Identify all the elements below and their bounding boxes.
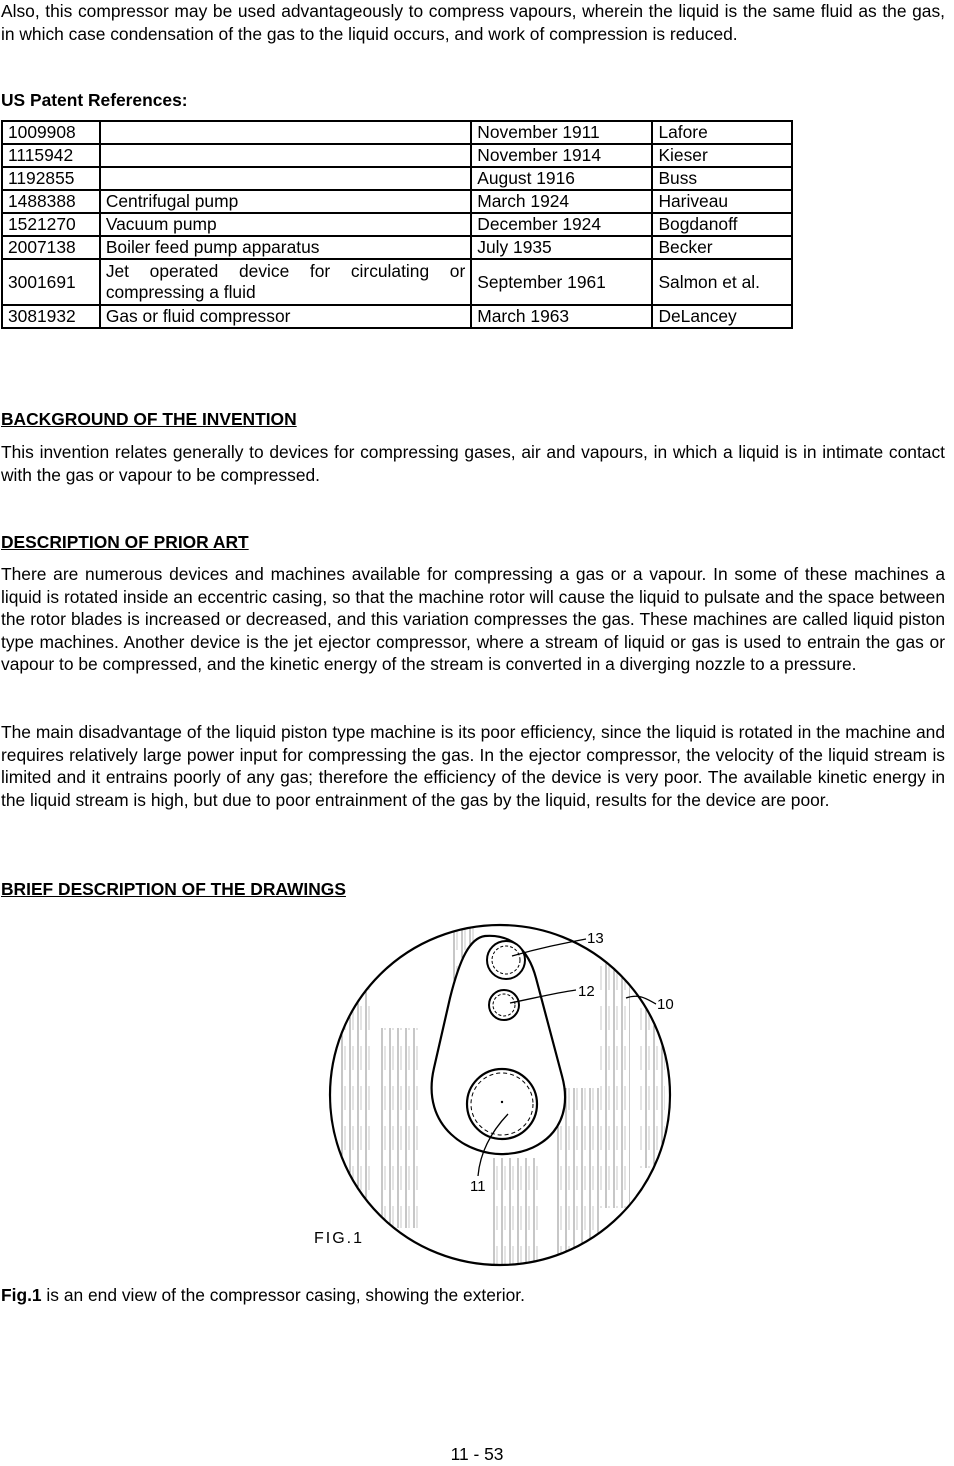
port-13 — [487, 941, 525, 979]
patent-title: Vacuum pump — [100, 213, 471, 236]
figure-caption-bold: Fig.1 — [1, 1285, 42, 1305]
background-paragraph: This invention relates generally to devices for compressing gases, air and vapours, in which a liquid is in intimate contact with the gas or vapour to be compressed. — [1, 442, 945, 485]
patent-inventor: Becker — [652, 236, 792, 259]
table-row — [2, 236, 792, 259]
table-row — [2, 259, 792, 305]
table-row — [2, 305, 792, 328]
patent-inventor: Kieser — [652, 144, 792, 167]
patent-number: 1521270 — [2, 213, 100, 236]
patent-number: 1009908 — [2, 121, 100, 144]
patent-number: 3001691 — [2, 259, 100, 305]
patent-title — [100, 144, 471, 167]
references-heading: US Patent References: — [1, 90, 188, 110]
patent-date: March 1924 — [471, 190, 652, 213]
table-row — [2, 167, 792, 190]
patent-number: 1192855 — [2, 167, 100, 190]
figure-caption-text: is an end view of the compressor casing, showing the exterior. — [41, 1285, 525, 1305]
figure-label: FIG.1 — [314, 1230, 365, 1247]
callout-11: 11 — [470, 1178, 486, 1195]
patent-inventor: Bogdanoff — [652, 213, 792, 236]
patent-date: November 1914 — [471, 144, 652, 167]
figure-1-drawing — [300, 918, 700, 1268]
patent-inventor: Hariveau — [652, 190, 792, 213]
prior-art-heading: DESCRIPTION OF PRIOR ART — [1, 532, 249, 552]
patent-title: Gas or fluid compressor — [100, 305, 471, 328]
patent-title — [100, 121, 471, 144]
patent-number: 1115942 — [2, 144, 100, 167]
callout-13: 13 — [587, 930, 604, 947]
page-number: 11 - 53 — [450, 1444, 504, 1464]
patent-date: March 1963 — [471, 305, 652, 328]
patent-inventor: Lafore — [652, 121, 792, 144]
patent-date: December 1924 — [471, 213, 652, 236]
callout-12: 12 — [578, 983, 595, 1000]
patent-inventor: Buss — [652, 167, 792, 190]
patent-title: Centrifugal pump — [100, 190, 471, 213]
patent-date: August 1916 — [471, 167, 652, 190]
patent-title — [100, 167, 471, 190]
table-row — [2, 121, 792, 144]
callout-10: 10 — [657, 996, 674, 1013]
port-12 — [489, 990, 519, 1020]
patent-number: 1488388 — [2, 190, 100, 213]
patent-references-table — [1, 120, 793, 329]
table-row — [2, 190, 792, 213]
table-row — [2, 144, 792, 167]
prior-art-paragraph-2: The main disadvantage of the liquid piston type machine is its poor efficiency, since the liquid is rotated in the machine and requires relatively large power input for compressing the gas. In the ejector compressor, the velocity of the liquid stream is limited and it entrains poorly of any gas; therefore the efficiency of the device is very poor. The available kinetic energy in the liquid stream is high, but due to poor entrainment of the gas by the liquid, results for the device are poor. — [1, 722, 945, 810]
patent-number: 3081932 — [2, 305, 100, 328]
patent-date: November 1911 — [471, 121, 652, 144]
drawings-heading: BRIEF DESCRIPTION OF THE DRAWINGS — [1, 879, 346, 899]
table-row — [2, 213, 792, 236]
hub-11 — [467, 1069, 537, 1139]
background-heading: BACKGROUND OF THE INVENTION — [1, 409, 297, 429]
prior-art-paragraph-1: There are numerous devices and machines available for compressing a gas or a vapour. In some of these machines a liquid is rotated inside an eccentric casing, so that the machine rotor will cause the liquid to pulsate and the space between the rotor blades is increased or decreased, and this variation compresses the gas. These machines are called liquid piston type machines. Another device is the jet ejector compressor, where a stream of liquid or gas is used to entrain the gas or vapour to be compressed, and the kinetic energy of the stream is converted in a diverging nozzle to a pressure. — [1, 564, 945, 674]
patent-number: 2007138 — [2, 236, 100, 259]
patent-inventor: Salmon et al. — [652, 259, 792, 305]
patent-title: Jet operated device for circulating or compressing a fluid — [100, 259, 471, 305]
patent-date: September 1961 — [471, 259, 652, 305]
patent-inventor: DeLancey — [652, 305, 792, 328]
patent-date: July 1935 — [471, 236, 652, 259]
figure-caption — [1, 1284, 945, 1307]
patent-title: Boiler feed pump apparatus — [100, 236, 471, 259]
intro-paragraph: Also, this compressor may be used advantageously to compress vapours, wherein the liquid is the same fluid as the gas, in which case condensation of the gas to the liquid occurs, and work of compression is reduced. — [1, 1, 945, 44]
